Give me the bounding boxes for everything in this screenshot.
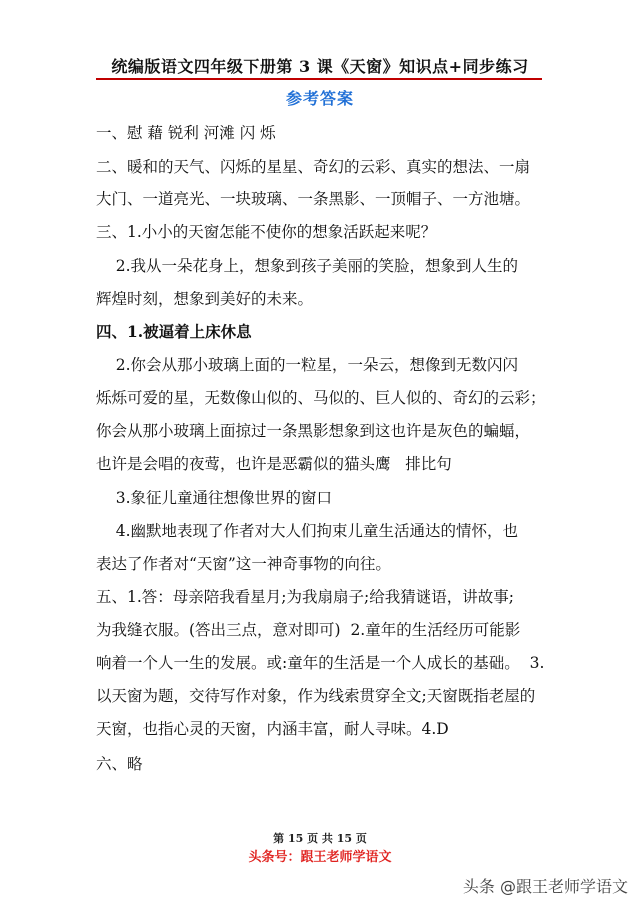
answer-line: 三、1.小小的天窗怎能不使你的想象活跃起来呢？ (96, 223, 437, 241)
answer-line: 2.我从一朵花身上，想象到孩子美丽的笑脸，想象到人生的 (96, 257, 518, 275)
answer-line: 大门、一道亮光、一块玻璃、一条黑影、一顶帽子、一方池塘。 (96, 190, 531, 208)
answer-line: 四、1.被逼着上床休息 (96, 322, 252, 341)
answer-line: 辉煌时刻，想象到美好的未来。 (96, 290, 314, 308)
answer-line: 响着一个人一生的发展。或:童年的生活是一个人成长的基础。 3. (96, 654, 545, 672)
answer-line: 以天窗为题，交待写作对象，作为线索贯穿全文;天窗既指老屋的 (96, 687, 536, 705)
answer-line: 3.象征儿童通往想像世界的窗口 (96, 489, 332, 507)
header-divider (96, 78, 542, 80)
watermark: 头条 @跟王老师学语文 (462, 877, 628, 896)
answer-key-heading: 参考答案 (285, 89, 354, 108)
answer-line: 烁烁可爱的星，无数像山似的、马似的、巨人似的、奇幻的云彩； (96, 389, 546, 407)
answer-line: 为我缝衣服。(答出三点，意对即可) 2.童年的生活经历可能影 (96, 621, 521, 639)
answer-line: 六、略 (96, 755, 143, 773)
answer-line: 二、暖和的天气、闪烁的星星、奇幻的云彩、真实的想法、一扇 (96, 158, 531, 176)
answer-line: 2.你会从那小玻璃上面的一粒星，一朵云，想像到无数闪闪 (96, 356, 518, 374)
answer-line: 一、慰 藉 锐利 河滩 闪 烁 (96, 124, 276, 142)
answer-line: 你会从那小玻璃上面掠过一条黑影想象到这也许是灰色的蝙蝠， (96, 422, 531, 440)
answer-line: 也许是会唱的夜莺，也许是恶霸似的猫头鹰 排比句 (96, 455, 452, 473)
answer-line: 4.幽默地表现了作者对大人们拘束儿童生活通达的情怀，也 (96, 522, 518, 540)
brand-footer: 头条号：跟王老师学语文 (248, 850, 392, 865)
answer-line: 表达了作者对“天窗”这一神奇事物的向往。 (96, 555, 391, 573)
answer-line: 天窗，也指心灵的天窗，内涵丰富，耐人寻味。4.D (96, 720, 449, 738)
document-header-title: 统编版语文四年级下册第 3 课《天窗》知识点+同步练习 (111, 57, 529, 76)
answer-line: 五、1.答：母亲陪我看星月;为我扇扇子;给我猜谜语，讲故事; (96, 588, 514, 606)
page-number: 第 15 页 共 15 页 (273, 832, 367, 845)
